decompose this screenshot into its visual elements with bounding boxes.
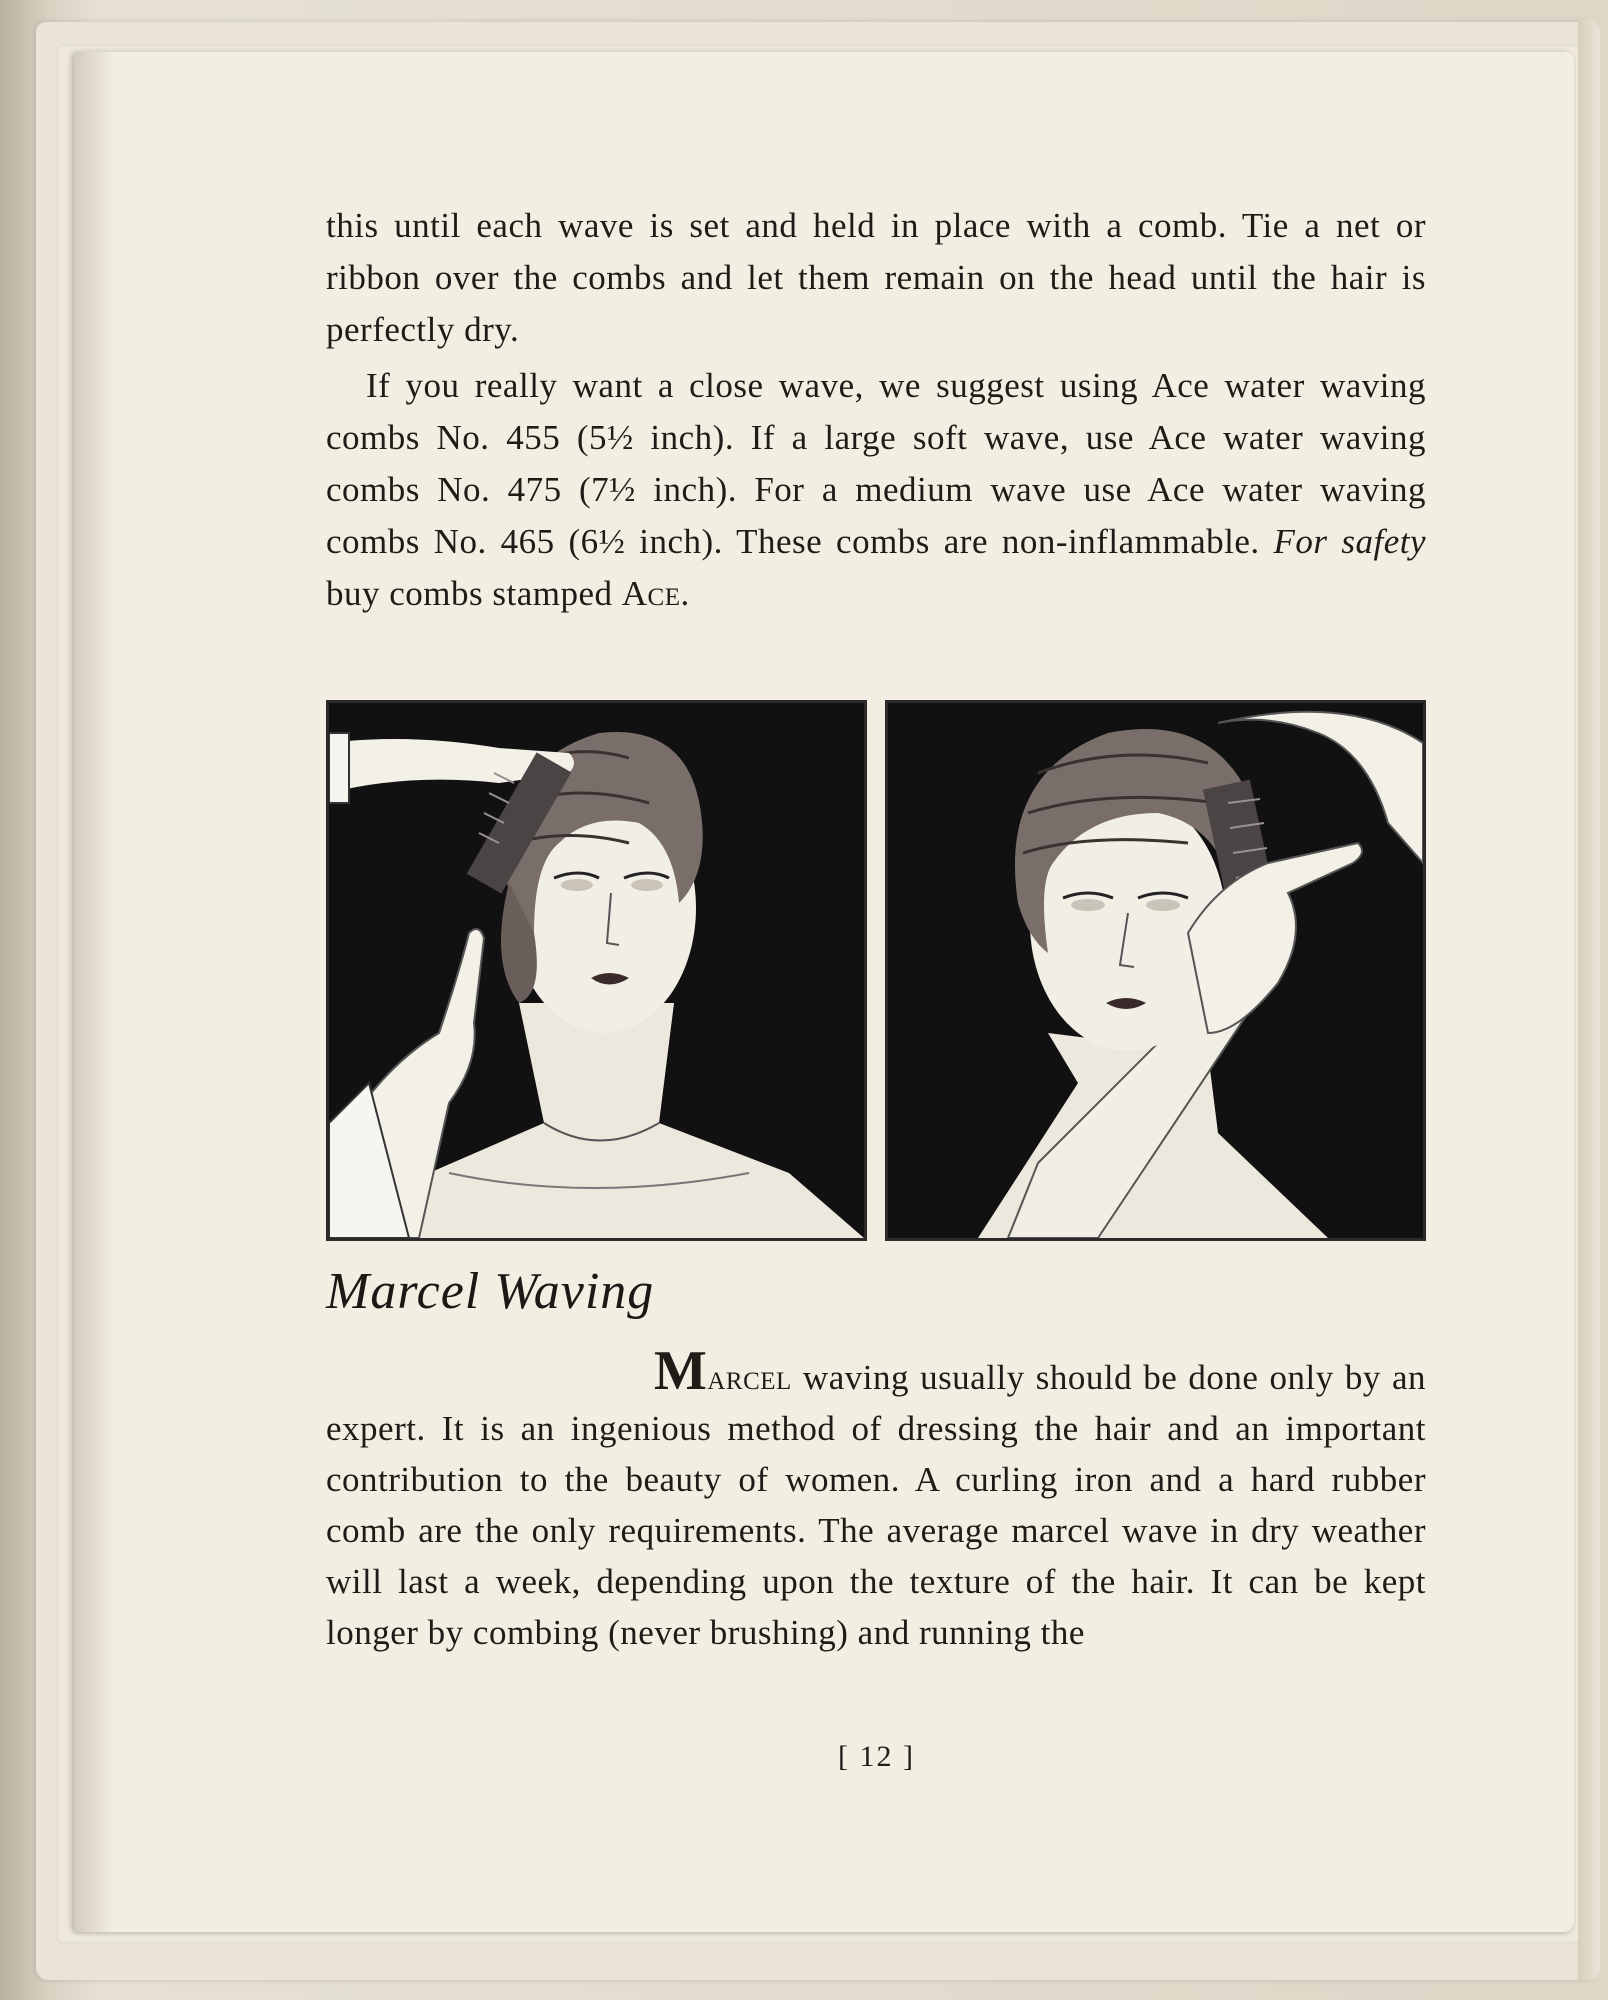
section-heading: Marcel Waving [326,1263,655,1320]
drop-cap: M [654,1340,708,1402]
marcel-paragraph [326,1340,1426,1658]
page-number: [ 12 ] [838,1740,915,1773]
marcel-paragraph-text: waving usually should be done only by an expert. It is an ingenious method of dressing the hair and an important contribution to the beauty of women. A curling iron and a hard rubber comb are the only requirements. The average marcel wave in dry weather will last a week, depending upon the texture of the hair. It can be kept longer by combing (never brushing) and running the [326,1358,1426,1652]
drop-cap-smallcaps: arcel [707,1358,792,1397]
illustration-holding-comb [885,700,1426,1241]
illustration-setting-wave [326,700,867,1241]
combs-paragraph-closing: buy combs stamped [326,574,613,613]
page-gutter-shadow [74,52,114,1932]
continuation-paragraph: this until each wave is set and held in place with a comb. Tie a net or ribbon over the combs and let them remain on the head until the hair is perfectly dry. [326,206,1426,349]
combs-paragraph-italic: For safety [1273,522,1426,561]
cover-right-edge [1578,20,1600,1980]
illustration-holding-comb-drawing [888,703,1423,1238]
illustration-setting-wave-drawing [329,703,864,1238]
combs-paragraph-text: If you really want a close wave, we suggest using Ace water waving combs No. 455 (5½ inch). If a large soft wave, use Ace water waving combs No. 475 (7½ inch). For a medium wave use Ace water waving combs No. 465 (6½ inch). These combs are non-inflammable. [326,366,1426,561]
brand-name: Ace. [621,574,690,613]
combs-paragraph [326,360,1426,620]
body-text-top [326,200,1426,620]
